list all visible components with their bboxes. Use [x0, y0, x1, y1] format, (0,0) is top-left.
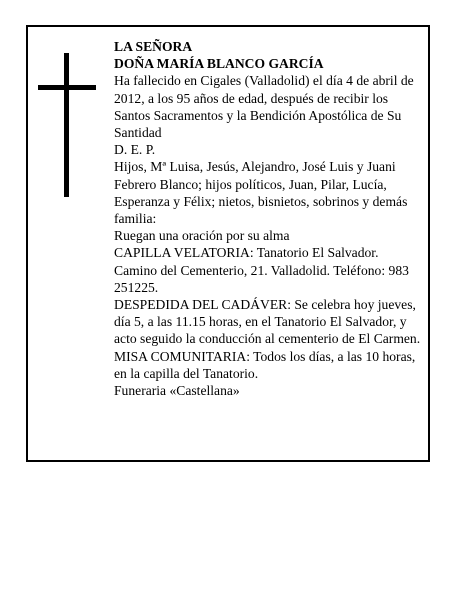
funeral-home: Funeraria «Castellana» — [114, 383, 240, 399]
death-notice: Ha fallecido en Cigales (Valladolid) el día 4 de abril de 2012, a los 95 años de edad, después de recibir los Santos Sacramentos y la Bendición Apostólica de Su Santidad — [114, 73, 414, 141]
prayer-request: Ruegan una oración por su alma — [114, 228, 290, 244]
cross-icon — [64, 53, 69, 197]
chapel-info: CAPILLA VELATORIA: Tanatorio El Salvador. Camino del Cementerio, 21. Valladolid. Teléfono: 983 251225. — [114, 245, 409, 295]
family-list: Hijos, Mª Luisa, Jesús, Alejandro, José Luis y Juani Febrero Blanco; hijos políticos, Juan, Pilar, Lucía, Esperanza y Félix; nietos, bisnietos, sobrinos y demás familia: — [114, 159, 408, 227]
rip-line: D. E. P. — [114, 142, 156, 158]
deceased-name: DOÑA MARÍA BLANCO GARCÍA — [114, 56, 324, 72]
mass-info: MISA COMUNITARIA: Todos los días, a las 10 horas, en la capilla del Tanatorio. — [114, 348, 416, 381]
title-line: LA SEÑORA — [114, 39, 193, 54]
obituary-text — [114, 38, 422, 399]
farewell-info: DESPEDIDA DEL CADÁVER: Se celebra hoy jueves, día 5, a las 11.15 horas, en el Tanatorio El Salvador, y acto seguido la conducción al cementerio de El Carmen. — [114, 297, 421, 347]
cross-icon-crossbar — [38, 85, 96, 90]
